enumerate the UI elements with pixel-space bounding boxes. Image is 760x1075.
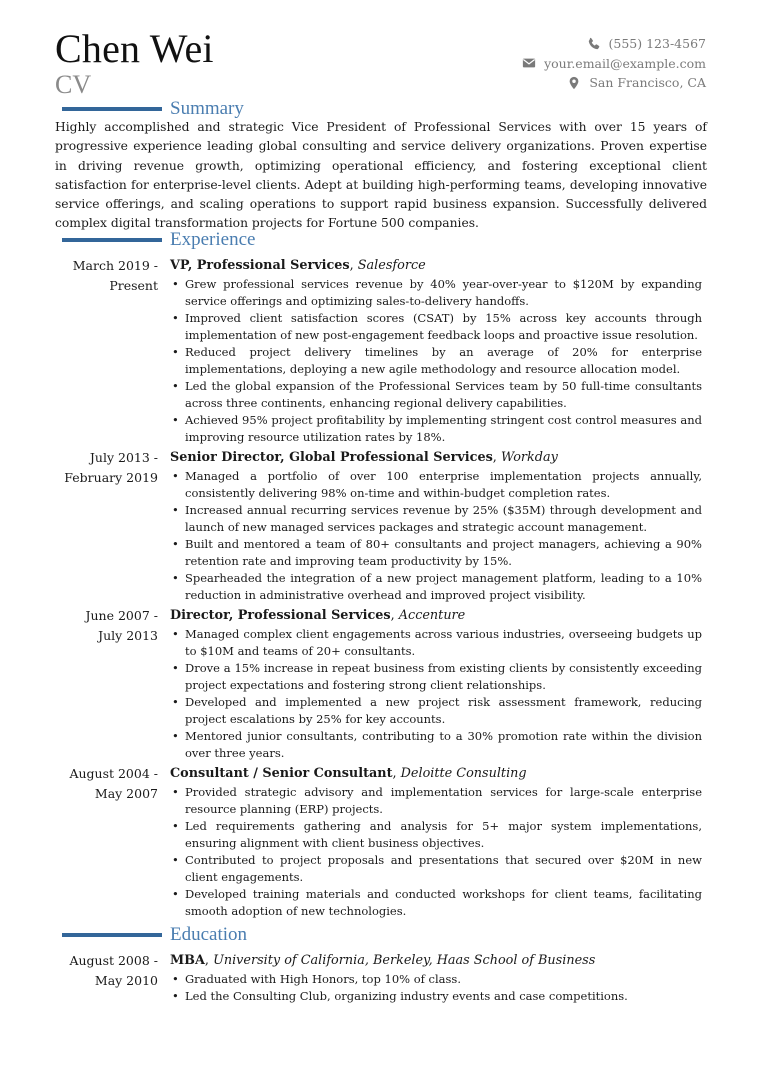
date-start: August 2008 - (69, 953, 158, 968)
job-title: Director, Professional Services (170, 608, 391, 623)
school-name: University of California, Berkeley, Haas School of Business (213, 953, 596, 968)
phone-icon (587, 37, 601, 51)
section-rule (62, 238, 162, 242)
date-end: July 2013 (98, 627, 158, 643)
date-end: May 2010 (94, 972, 158, 988)
phone-text: (555) 123-4567 (608, 36, 706, 51)
entry-body (170, 606, 702, 762)
list-item: • Spearheaded the integration of a new project management platform, leading to a 10% reduction in administrative overhead and improved project visibility. (170, 570, 702, 604)
company-name: Accenture (398, 608, 466, 623)
job-title: Consultant / Senior Consultant (170, 766, 393, 781)
company-name: Deloitte Consulting (400, 766, 527, 781)
list-item: • Contributed to project proposals and presentations that secured over $20M in new client engagements. (170, 852, 702, 886)
candidate-name: Chen Wei (55, 26, 214, 71)
list-item: • Grew professional services revenue by 40% year-over-year to $120M by expanding service offerings and optimizing sales-to-delivery handoffs. (170, 276, 702, 310)
entry-body (170, 256, 702, 446)
list-item: • Increased annual recurring services revenue by 25% ($35M) through development and launch of new managed services packages and strategic account management. (170, 502, 702, 536)
list-item: • Reduced project delivery timelines by an average of 20% for enterprise implementations, deploying a new agile methodology and resource allocation model. (170, 344, 702, 378)
role-line: Consultant / Senior Consultant, Deloitte Consulting (170, 766, 527, 781)
role-line: VP, Professional Services, Salesforce (170, 258, 426, 273)
list-item: • Developed and implemented a new project risk assessment framework, reducing project escalations by 25% for key accounts. (170, 694, 702, 728)
experience-heading (62, 229, 255, 251)
contact-location (522, 73, 706, 93)
achievement-list (170, 626, 702, 762)
job-title: Senior Director, Global Professional Services (170, 450, 493, 465)
date-start: July 2013 - (89, 450, 158, 465)
section-title: Experience (170, 229, 256, 250)
list-item: • Improved client satisfaction scores (CSAT) by 15% across key accounts through implementation of new post-engagement feedback loops and proactive issue resolution. (170, 310, 702, 344)
company-name: Salesforce (357, 258, 426, 273)
role-line: Director, Professional Services, Accenture (170, 608, 466, 623)
list-item: • Developed training materials and conducted workshops for client teams, facilitating smooth adoption of new technologies. (170, 886, 702, 920)
entry-body (170, 951, 702, 1005)
summary-heading (62, 98, 244, 120)
entry-dates (0, 951, 158, 990)
contact-block (522, 34, 706, 93)
list-item: • Provided strategic advisory and implementation services for large-scale enterprise resource planning (ERP) projects. (170, 784, 702, 818)
list-item: • Graduated with High Honors, top 10% of class. (170, 971, 702, 988)
entry-body (170, 764, 702, 920)
summary-text: Highly accomplished and strategic Vice President of Professional Services with over 15 years of progressive experience leading global consulting and service delivery organizations. Proven expertise in driving revenue growth, optimizing operational efficiency, and fostering exceptional client satisfaction for enterprise-level clients. Adept at building high-performing teams, developing innovative service offerings, and scaling operations to support rapid business expansion. Successfully delivered complex digital transformation projects for Fortune 500 companies. (55, 120, 707, 231)
contact-phone (522, 34, 706, 54)
date-end: Present (109, 277, 158, 293)
achievement-list (170, 784, 702, 920)
list-item: • Managed a portfolio of over 100 enterprise implementation projects annually, consistently delivering 98% on-time and within-budget completion rates. (170, 468, 702, 502)
section-title: Education (170, 924, 248, 945)
list-item: • Led the global expansion of the Professional Services team by 50 full-time consultants across three continents, enhancing regional delivery capabilities. (170, 378, 702, 412)
section-title: Summary (170, 98, 244, 119)
list-item: • Built and mentored a team of 80+ consultants and project managers, achieving a 90% retention rate and improving team productivity by 15%. (170, 536, 702, 570)
achievement-list (170, 468, 702, 604)
achievement-list (170, 971, 702, 1005)
role-line: MBA, University of California, Berkeley, Haas School of Business (170, 953, 596, 968)
list-item: • Led requirements gathering and analysis for 5+ major system implementations, ensuring alignment with client business objectives. (170, 818, 702, 852)
list-item: • Led the Consulting Club, organizing industry events and case competitions. (170, 988, 702, 1005)
location-text: San Francisco, CA (589, 75, 706, 90)
list-item: • Mentored junior consultants, contributing to a 30% promotion rate within the division over three years. (170, 728, 702, 762)
list-item: • Managed complex client engagements across various industries, overseeing budgets up to $10M and teams of 20+ consultants. (170, 626, 702, 660)
entry-dates (0, 606, 158, 645)
list-item: • Achieved 95% project profitability by implementing stringent cost control measures and improving resource utilization rates by 18%. (170, 412, 702, 446)
company-name: Workday (500, 450, 558, 465)
section-rule (62, 107, 162, 111)
degree-title: MBA (170, 953, 205, 968)
job-title: VP, Professional Services (170, 258, 350, 273)
email-link[interactable]: your.email@example.com (544, 55, 706, 71)
entry-dates (0, 764, 158, 803)
location-pin-icon (567, 76, 581, 90)
entry-body (170, 448, 702, 604)
document-subtitle: CV (55, 70, 92, 99)
date-start: March 2019 - (72, 258, 158, 273)
entry-dates (0, 256, 158, 295)
education-heading (62, 924, 247, 946)
date-start: June 2007 - (85, 608, 158, 623)
role-line: Senior Director, Global Professional Services, Workday (170, 450, 558, 465)
contact-email[interactable] (522, 54, 706, 74)
envelope-icon (522, 56, 536, 70)
entry-dates (0, 448, 158, 487)
list-item: • Drove a 15% increase in repeat business from existing clients by consistently exceeding project expectations and fostering strong client relationships. (170, 660, 702, 694)
achievement-list (170, 276, 702, 446)
date-start: August 2004 - (69, 766, 158, 781)
section-rule (62, 933, 162, 937)
date-end: May 2007 (94, 785, 158, 801)
date-end: February 2019 (64, 469, 158, 485)
